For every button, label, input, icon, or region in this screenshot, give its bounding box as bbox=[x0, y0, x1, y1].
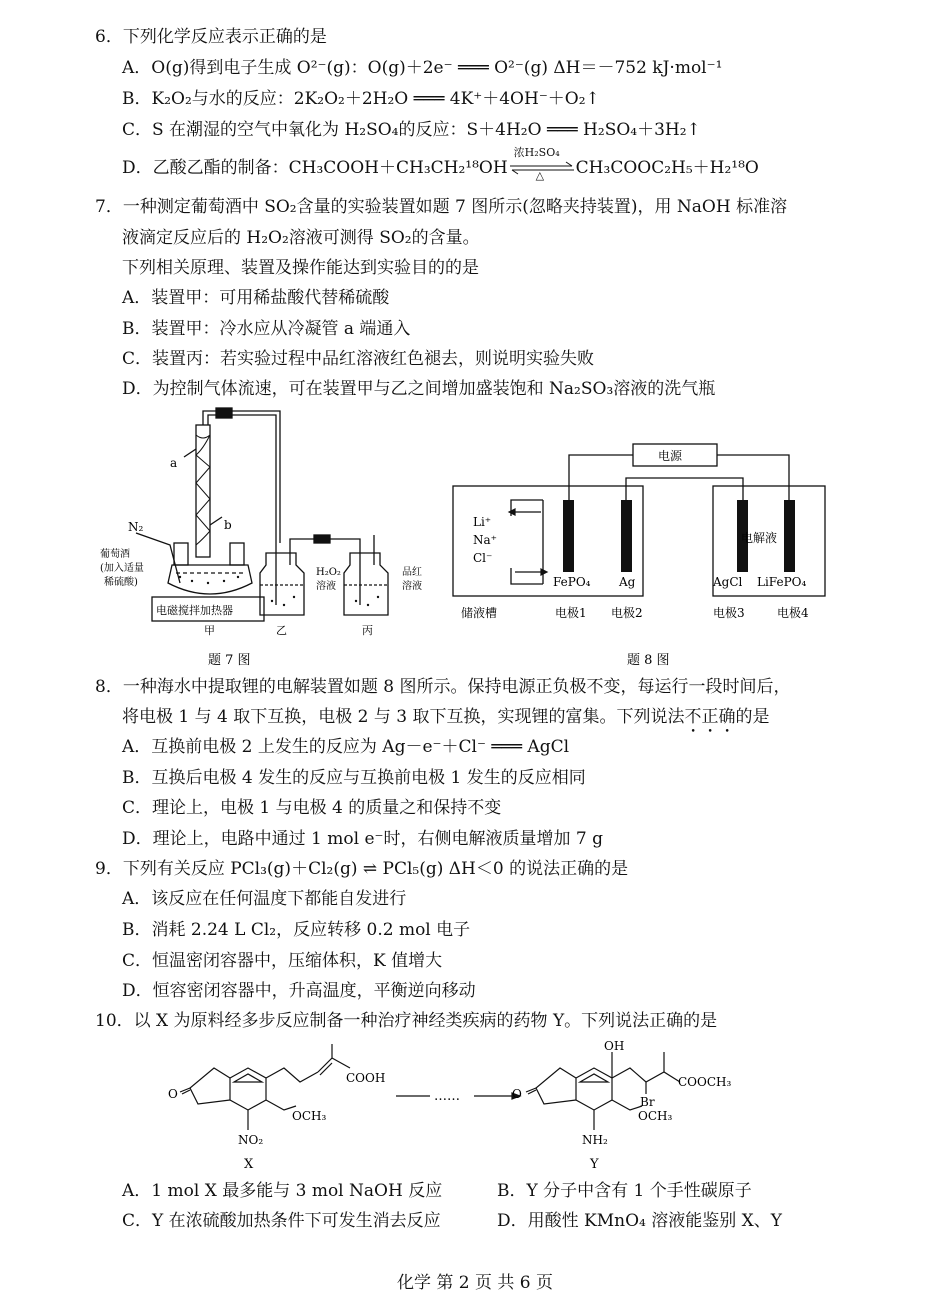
figure-8-electrolysis bbox=[445, 438, 835, 673]
label-bing: 丙 bbox=[362, 624, 373, 637]
q7-stem-line1: 7．一种测定葡萄酒中 SO₂含量的实验装置如题 7 图所示(忽略夹持装置)，用 NaOH 标准溶 bbox=[95, 197, 788, 217]
reaction-dots: …… bbox=[434, 1089, 460, 1104]
bottle-yi bbox=[260, 553, 304, 615]
y-oh: OH bbox=[604, 1039, 625, 1053]
label-yi: 乙 bbox=[276, 624, 287, 637]
q7-option-a: A．装置甲：可用稀盐酸代替稀硫酸 bbox=[122, 288, 390, 308]
label-wine-2: (加入适量 bbox=[100, 563, 144, 574]
q6-stem: 6．下列化学反应表示正确的是 bbox=[95, 27, 327, 47]
q7-option-c: C．装置丙：若实验过程中品红溶液红色褪去，则说明实验失败 bbox=[122, 349, 595, 369]
electrode-4 bbox=[784, 500, 795, 572]
q9-option-d: D．恒容密闭容器中，升高温度，平衡逆向移动 bbox=[122, 981, 476, 1001]
label-cl-ion: Cl⁻ bbox=[473, 551, 493, 565]
page-footer: 化学 第 2 页 共 6 页 bbox=[396, 1273, 554, 1293]
q7-stem-line3: 下列相关原理、装置及操作能达到实验目的的是 bbox=[122, 258, 479, 278]
label-heater: 电磁搅拌加热器 bbox=[156, 604, 233, 617]
electrode-1 bbox=[563, 500, 574, 572]
three-neck-flask bbox=[168, 565, 252, 594]
figure-8-caption: 题 8 图 bbox=[627, 653, 670, 668]
figure-7-apparatus bbox=[100, 405, 445, 670]
q10-stem: 10．以 X 为原料经多步反应制备一种治疗神经类疾病的药物 Y。下列说法正确的是 bbox=[95, 1011, 718, 1031]
label-electrode-1: 电极1 bbox=[555, 606, 587, 620]
label-power: 电源 bbox=[658, 449, 683, 463]
label-h2o2-1: H₂O₂ bbox=[316, 567, 341, 578]
label-electrode-2: 电极2 bbox=[611, 606, 643, 620]
q9-stem: 9．下列有关反应 PCl₃(g)＋Cl₂(g) ⇌ PCl₅(g) ΔH＜0 的说法正确的是 bbox=[95, 859, 629, 879]
label-wine-3: 稀硫酸) bbox=[104, 577, 138, 588]
q10-option-c: C．Y 在浓硫酸加热条件下可发生消去反应 bbox=[122, 1211, 441, 1231]
x-no2: NO₂ bbox=[238, 1133, 264, 1147]
q7-option-d: D．为控制气体流速，可在装置甲与乙之间增加盛装饱和 Na₂SO₃溶液的洗气瓶 bbox=[122, 379, 716, 399]
q10-option-a: A．1 mol X 最多能与 3 mol NaOH 反应 bbox=[122, 1181, 443, 1201]
q6-option-a: A．O(g)得到电子生成 O²⁻(g)：O(g)＋2e⁻ ═══ O²⁻(g) ΔH＝－752 kJ·mol⁻¹ bbox=[122, 58, 723, 78]
label-wine-1: 葡萄酒 bbox=[100, 549, 130, 560]
q9-option-c: C．恒温密闭容器中，压缩体积，K 值增大 bbox=[122, 951, 443, 971]
y-label: Y bbox=[590, 1157, 599, 1172]
label-tank: 储液槽 bbox=[461, 606, 498, 620]
q8-option-b: B．互换后电极 4 发生的反应与互换前电极 1 发生的反应相同 bbox=[122, 768, 586, 788]
q6-reaction-arrow bbox=[508, 146, 576, 182]
electrode-2 bbox=[621, 500, 632, 572]
label-jia: 甲 bbox=[204, 624, 215, 637]
label-electrode-4: 电极4 bbox=[777, 606, 809, 620]
bottle-bing bbox=[344, 553, 388, 615]
y-och3: OCH₃ bbox=[638, 1109, 673, 1123]
q8-option-c: C．理论上，电极 1 与电极 4 的质量之和保持不变 bbox=[122, 798, 502, 818]
x-carbonyl-o: O bbox=[168, 1087, 178, 1101]
q6-option-d-right: CH₃COOC₂H₅＋H₂¹⁸O bbox=[575, 158, 759, 178]
q6-option-c: C．S 在潮湿的空气中氧化为 H₂SO₄的反应：S＋4H₂O ═══ H₂SO₄＋3H₂↑ bbox=[122, 120, 701, 140]
q8-stem-end: 的是 bbox=[735, 707, 770, 727]
q8-stem-line1: 8．一种海水中提取锂的电解装置如题 8 图所示。保持电源正负极不变，每运行一段时间后， bbox=[95, 677, 791, 697]
q8-option-d: D．理论上，电路中通过 1 mol e⁻时，右侧电解液质量增加 7 g bbox=[122, 829, 603, 849]
figure-7-caption: 题 7 图 bbox=[208, 653, 251, 668]
q9-option-a: A．该反应在任何温度下都能自发进行 bbox=[122, 889, 407, 909]
x-label: X bbox=[244, 1157, 254, 1172]
label-h2o2-2: 溶液 bbox=[316, 581, 336, 592]
q6-option-d bbox=[122, 146, 759, 182]
y-nh2: NH₂ bbox=[582, 1133, 608, 1147]
q8-option-a: A．互换前电极 2 上发生的反应为 Ag－e⁻＋Cl⁻ ═══ AgCl bbox=[122, 737, 570, 757]
q8-stem-text: 将电极 1 与 4 取下互换，电极 2 与 3 取下互换，实现锂的富集。下列说法 bbox=[122, 707, 685, 727]
label-pinhong-2: 溶液 bbox=[402, 581, 422, 592]
label-lifepo4: LiFePO₄ bbox=[757, 575, 807, 589]
q9-option-b: B．消耗 2.24 L Cl₂，反应转移 0.2 mol 电子 bbox=[122, 920, 471, 940]
label-ag: Ag bbox=[619, 575, 636, 589]
label-fepo4: FePO₄ bbox=[553, 575, 591, 589]
label-b: b bbox=[224, 518, 232, 532]
label-agcl: AgCl bbox=[713, 575, 743, 589]
q10-structures bbox=[160, 1038, 780, 1173]
label-electrode-3: 电极3 bbox=[713, 606, 745, 620]
q7-option-b: B．装置甲：冷水应从冷凝管 a 端通入 bbox=[122, 319, 411, 339]
q6-arrow-bottom-condition: △ bbox=[535, 169, 545, 182]
label-pinhong-1: 品红 bbox=[402, 567, 422, 578]
q10-option-d: D．用酸性 KMnO₄ 溶液能鉴别 X、Y bbox=[497, 1211, 782, 1231]
label-electrolyte: 电解液 bbox=[741, 531, 778, 545]
label-li-ion: Li⁺ bbox=[473, 515, 492, 529]
label-a: a bbox=[170, 456, 178, 470]
q7-stem-line2: 液滴定反应后的 H₂O₂溶液可测得 SO₂的含量。 bbox=[122, 228, 480, 248]
label-n2: N₂ bbox=[128, 520, 144, 534]
q6-arrow-top-condition: 浓H₂SO₄ bbox=[513, 146, 560, 159]
x-och3: OCH₃ bbox=[292, 1109, 327, 1123]
y-carbonyl-o: O bbox=[512, 1087, 522, 1101]
label-na-ion: Na⁺ bbox=[473, 533, 497, 547]
x-cooh: COOH bbox=[346, 1071, 386, 1085]
y-br: Br bbox=[640, 1095, 655, 1109]
q10-option-b: B．Y 分子中含有 1 个手性碳原子 bbox=[497, 1181, 752, 1201]
q6-option-d-left: D．乙酸乙酯的制备：CH₃COOH＋CH₃CH₂¹⁸OH bbox=[122, 158, 508, 178]
y-cooch3: COOCH₃ bbox=[678, 1075, 732, 1089]
q8-emphasis: 不正确 bbox=[684, 707, 736, 727]
q8-stem-line2 bbox=[122, 706, 770, 737]
q6-option-b: B．K₂O₂与水的反应：2K₂O₂＋2H₂O ═══ 4K⁺＋4OH⁻＋O₂↑ bbox=[122, 89, 600, 109]
